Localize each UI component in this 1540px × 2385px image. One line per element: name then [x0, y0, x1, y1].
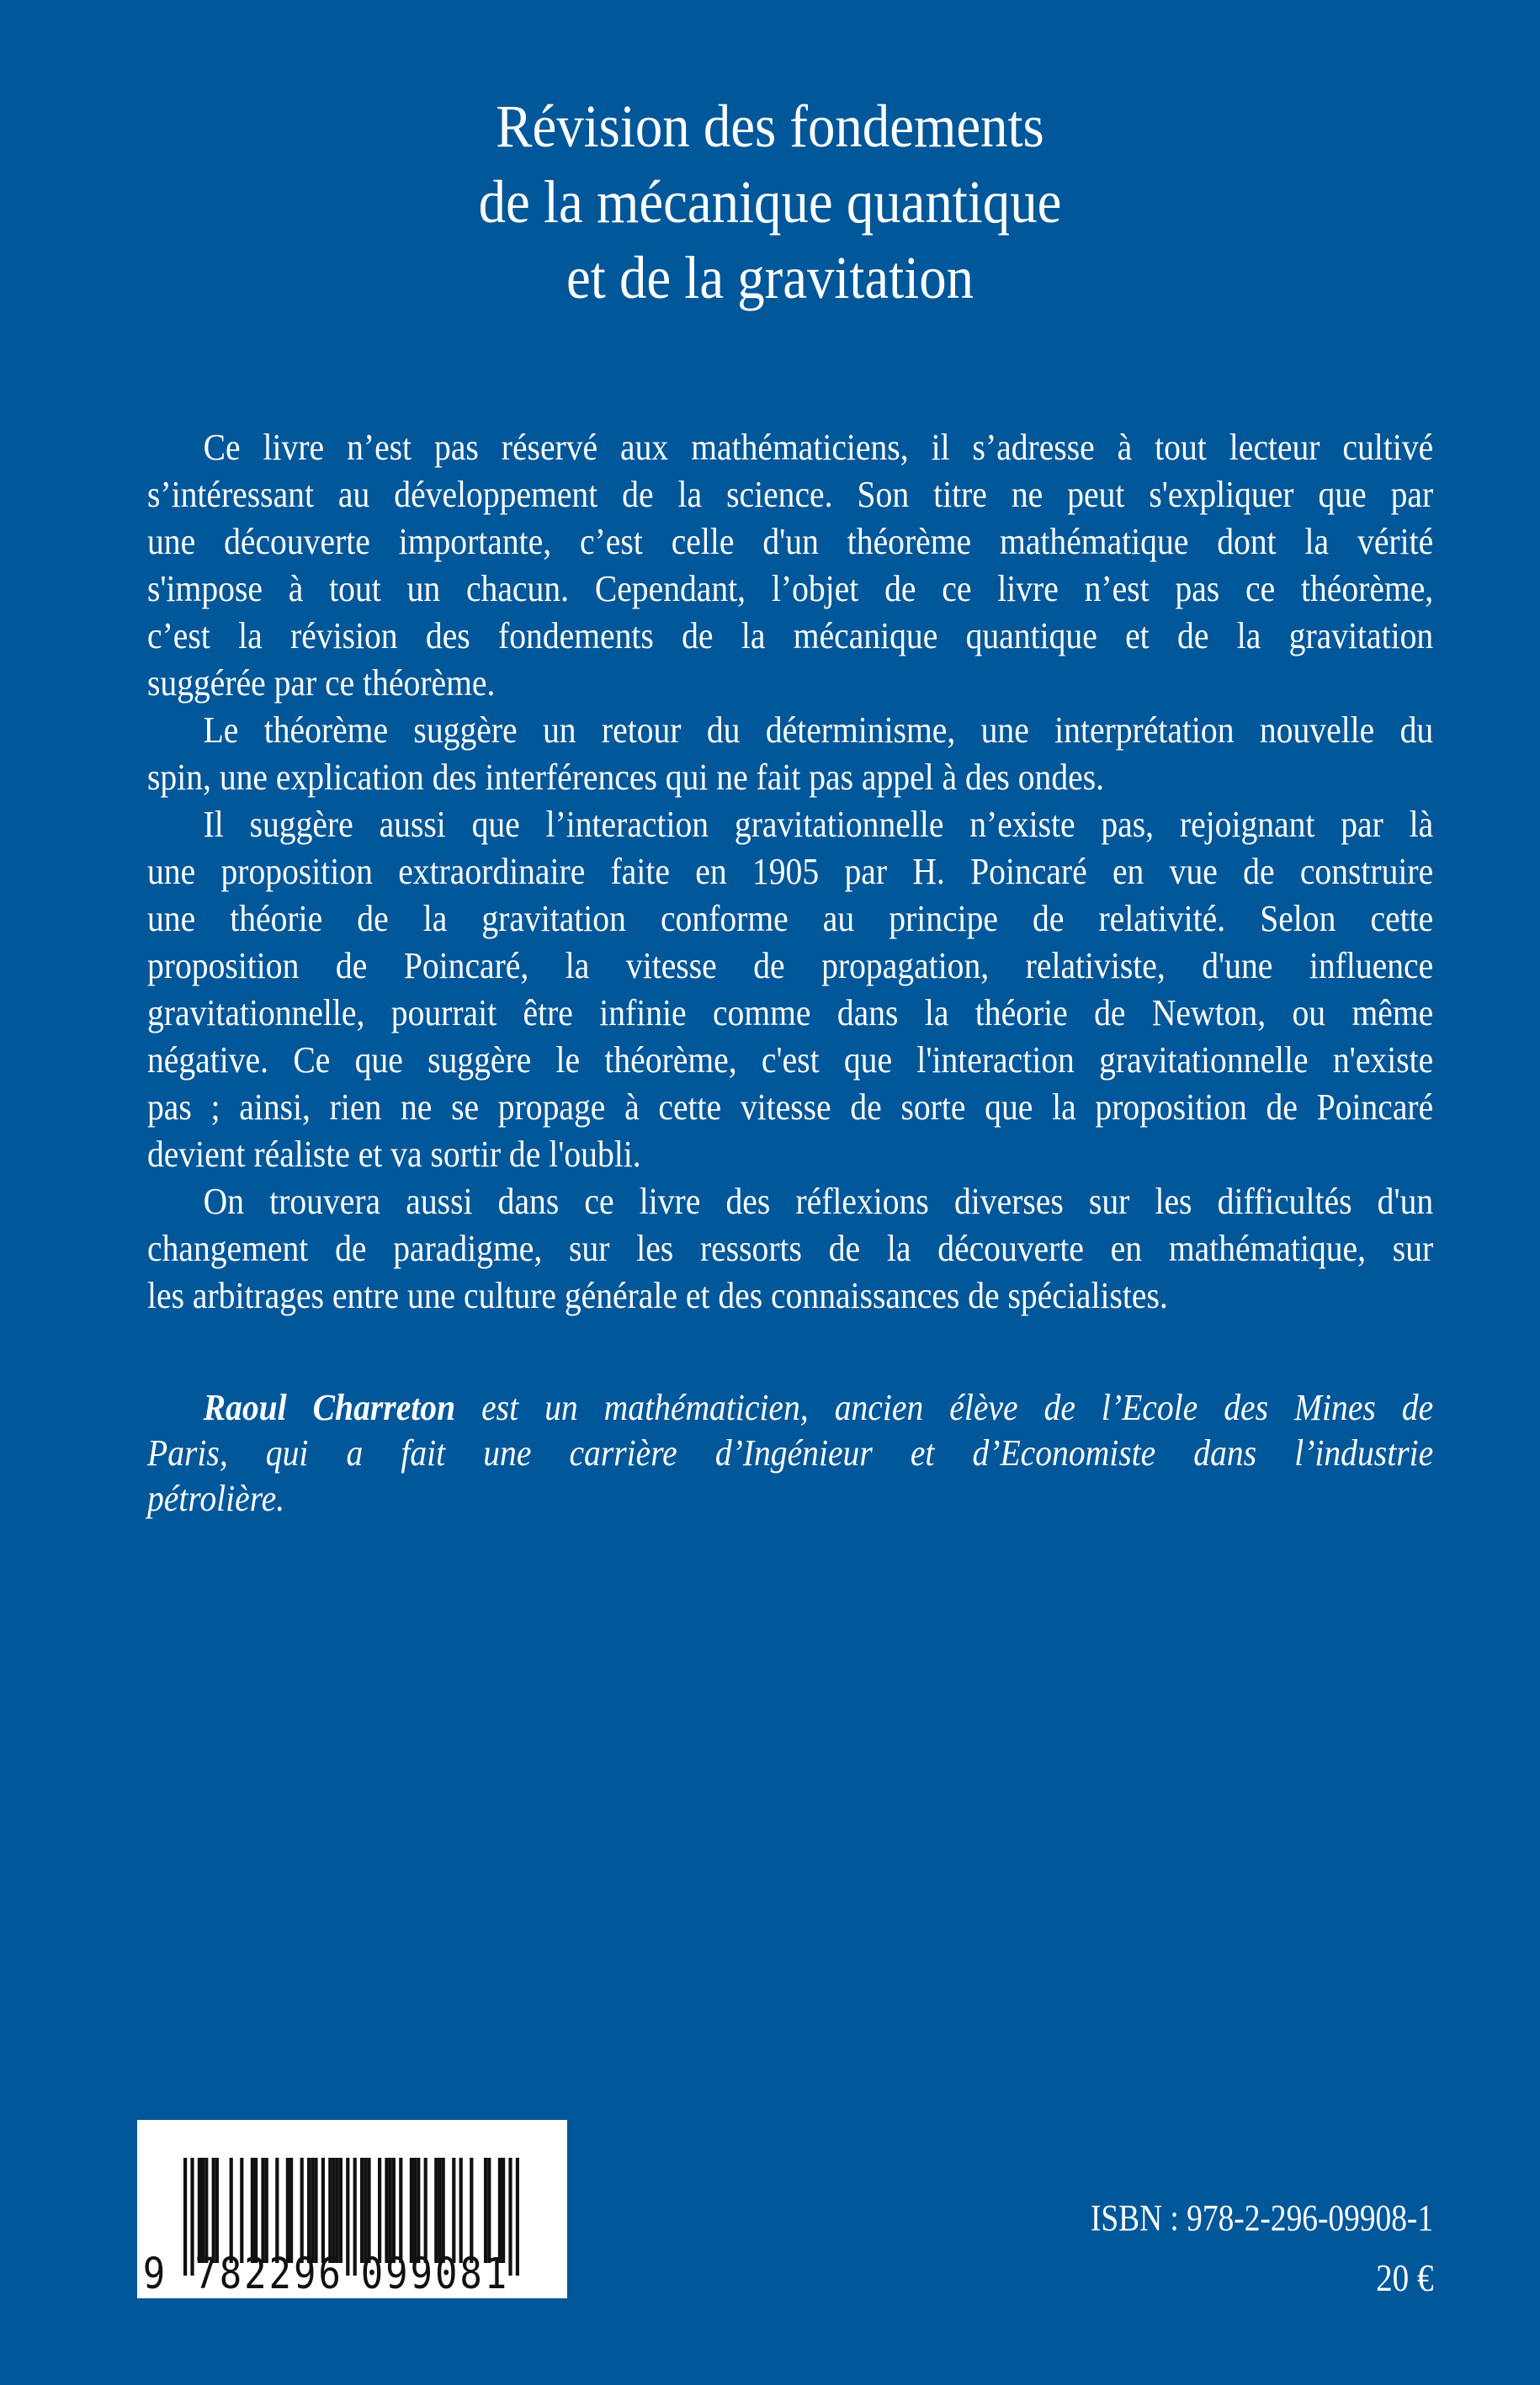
- barcode-bar: [265, 2158, 268, 2263]
- barcode-bar: [201, 2158, 204, 2263]
- barcode-digit: 2: [244, 2250, 267, 2298]
- barcode-bar: [353, 2158, 357, 2276]
- barcode-digit: 7: [194, 2250, 217, 2298]
- blurb-line: s'impose à tout un chacun. Cependant, l’objet de ce livre n’est pas ce théorème,: [147, 568, 1434, 609]
- barcode-bar: [452, 2158, 455, 2263]
- barcode-bar: [516, 2158, 519, 2276]
- barcode-bar: [275, 2158, 279, 2263]
- barcode-digit: 9: [142, 2250, 166, 2298]
- barcode-bar: [307, 2158, 311, 2263]
- barcode-bar: [215, 2158, 219, 2263]
- barcode-digit: 9: [410, 2250, 433, 2298]
- blurb-line: une proposition extraordinaire faite en 1905 par H. Poincaré en vue de construire: [147, 851, 1434, 892]
- barcode-bar: [190, 2158, 194, 2276]
- barcode-digit: 6: [318, 2250, 341, 2298]
- blurb-line: spin, une explication des interférences qui ne fait pas appel à des ondes.: [147, 757, 1105, 798]
- barcode-bar: [314, 2158, 317, 2263]
- barcode-digit: 0: [360, 2250, 384, 2298]
- barcode-bars: [137, 2120, 567, 2298]
- barcode-bar: [389, 2158, 392, 2263]
- barcode-bar: [392, 2158, 396, 2263]
- barcode-bar: [328, 2158, 332, 2263]
- barcode: [137, 2120, 567, 2298]
- barcode-bar: [332, 2158, 335, 2263]
- barcode-bar: [367, 2158, 370, 2263]
- barcode-bar: [346, 2158, 349, 2276]
- author-bio-text: est un mathématicien, ancien élève de l’Ecole des Mines de: [455, 1387, 1434, 1428]
- author-bio-text: pétrolière.: [147, 1478, 285, 1519]
- barcode-bar: [230, 2158, 233, 2263]
- barcode-bar: [198, 2158, 201, 2263]
- blurb-line: Il suggère aussi que l’interaction gravitationnelle n’existe pas, rejoignant par là: [203, 804, 1434, 845]
- title-line: et de la gravitation: [566, 244, 974, 311]
- blurb-line: les arbitrages entre une culture générale et des connaissances de spécialistes.: [147, 1275, 1168, 1316]
- author-name: Raoul Charreton: [203, 1387, 456, 1428]
- barcode-bar: [364, 2158, 367, 2263]
- blurb-line: une théorie de la gravitation conforme au principe de relativité. Selon cette: [147, 898, 1434, 939]
- barcode-bar: [470, 2158, 473, 2263]
- barcode-digit: 2: [268, 2250, 292, 2298]
- blurb-line: négative. Ce que suggère le théorème, c'est que l'interaction gravitationnelle n'existe: [147, 1039, 1434, 1081]
- barcode-bar: [339, 2158, 343, 2263]
- title-line: Révision des fondements: [496, 93, 1044, 160]
- book-title: [77, 88, 1463, 316]
- barcode-bar: [321, 2158, 325, 2263]
- barcode-bar: [360, 2158, 364, 2263]
- blurb-line: s’intéressant au développement de la science. Son titre ne peut s'expliquer que par: [147, 474, 1434, 515]
- blurb: [147, 424, 1433, 1320]
- barcode-bar: [508, 2158, 512, 2276]
- title-line: de la mécanique quantique: [478, 168, 1062, 236]
- barcode-bar: [240, 2158, 243, 2263]
- blurb-line: Ce livre n’est pas réservé aux mathématiciens, il s’adresse à tout lecteur cultivé: [203, 427, 1434, 468]
- barcode-bar: [438, 2158, 441, 2263]
- barcode-bar: [399, 2158, 402, 2263]
- barcode-bar: [442, 2158, 445, 2263]
- barcode-bar: [424, 2158, 427, 2263]
- barcode-digit: 1: [484, 2250, 507, 2298]
- barcode-digit: 9: [385, 2250, 408, 2298]
- barcode-digit: 9: [293, 2250, 316, 2298]
- barcode-digit: 0: [434, 2250, 458, 2298]
- barcode-bar: [254, 2158, 258, 2263]
- blurb-line: devient réaliste et va sortir de l'oubli.: [147, 1134, 641, 1175]
- barcode-bar: [251, 2158, 254, 2263]
- barcode-bar: [212, 2158, 215, 2263]
- barcode-bar: [336, 2158, 339, 2263]
- barcode-bar: [413, 2158, 417, 2263]
- barcode-digit: 8: [459, 2250, 482, 2298]
- isbn: ISBN : 978-2-296-09908-1: [1090, 2197, 1433, 2239]
- barcode-bar: [204, 2158, 208, 2263]
- barcode-bar: [434, 2158, 438, 2263]
- blurb-line: pas ; ainsi, rien ne se propage à cette vitesse de sorte que la proposition de Poincaré: [147, 1086, 1434, 1128]
- barcode-bar: [311, 2158, 314, 2263]
- blurb-line: une découverte importante, c’est celle d'un théorème mathématique dont la vérité: [147, 521, 1434, 562]
- barcode-bar: [459, 2158, 463, 2263]
- blurb-line: c’est la révision des fondements de la mécanique quantique et de la gravitation: [147, 615, 1434, 656]
- barcode-bar: [498, 2158, 502, 2263]
- barcode-bar: [286, 2158, 289, 2263]
- blurb-line: Le théorème suggère un retour du déterminisme, une interprétation nouvelle du: [203, 709, 1434, 751]
- price: 20 €: [1375, 2256, 1433, 2299]
- barcode-bar: [385, 2158, 388, 2263]
- barcode-bar: [289, 2158, 293, 2263]
- author-bio: [147, 1385, 1433, 1522]
- blurb-line: changement de paradigme, sur les ressorts de la découverte en mathématique, sur: [147, 1228, 1434, 1269]
- blurb-line: proposition de Poincaré, la vitesse de propagation, relativiste, d'une influence: [147, 945, 1434, 986]
- barcode-bar: [300, 2158, 304, 2263]
- barcode-bar: [410, 2158, 413, 2263]
- blurb-line: gravitationnelle, pourrait être infinie comme dans la théorie de Newton, ou même: [147, 992, 1434, 1033]
- barcode-bar: [502, 2158, 505, 2263]
- barcode-bar: [378, 2158, 381, 2263]
- barcode-bar: [487, 2158, 491, 2263]
- barcode-bar: [484, 2158, 487, 2263]
- barcode-digit: 8: [219, 2250, 242, 2298]
- barcode-bar: [183, 2158, 187, 2276]
- author-bio-text: Paris, qui a fait une carrière d’Ingénieur et d’Economiste dans l’industrie: [147, 1432, 1434, 1474]
- barcode-bar: [417, 2158, 420, 2263]
- barcode-bar: [261, 2158, 264, 2263]
- blurb-line: On trouvera aussi dans ce livre des réflexions diverses sur les difficultés d'un: [203, 1181, 1434, 1222]
- blurb-line: suggérée par ce théorème.: [147, 662, 496, 704]
